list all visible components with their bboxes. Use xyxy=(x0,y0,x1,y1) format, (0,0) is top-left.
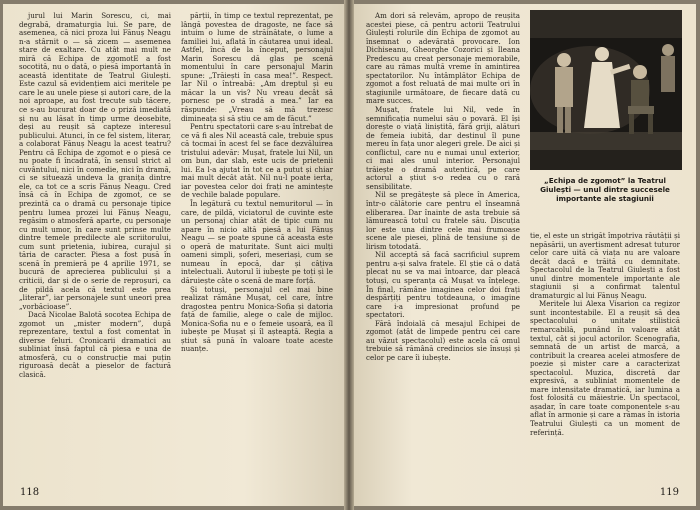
right-page-column-1 xyxy=(366,12,520,482)
paragraph: Meritele lui Alexa Visarion ca regizor sunt incontestabile. El a reușit să dea spectacolului o unitate stilistică remarcabilă, punând în valoare atât textul, cât și jocul actorilor. Scenografia, semnată de un artist de marcă, a contribuit la crearea acelei atmosfere de poezie și mister care a caracterizat spectacolul. Muzica, discretă dar expresivă, a subliniat momentele de mare intensitate dramatică, iar lumina a fost folosită cu măiestrie. Un spectacol, așadar, în care toate componentele s-au aflat în armonie și care a rămas în istoria Teatrului Giulești ca un moment de referință. xyxy=(530,299,680,437)
paragraph: În legătură cu textul nemuritorul — în care, de pildă, viciatorul de cuvinte este un personaj chiar atât de tipic cum nu apare în nicio altă piesă a lui Fănuș Neagu — se poate spune că aceasta este o operă de maturitate. Sunt aici mulți oameni simpli, șoferi, meseriași, cum se numeau în epocă, dar și câțiva intelectuali. Autorul îi iubește pe toți și le dăruiește câte o scenă de mare forță. xyxy=(181,199,333,285)
paragraph: Nil acceptă să facă sacrificiul suprem pentru a-și salva fratele. El știe că o dată plecat nu se va mai întoarce, dar pleacă totuși, cu speranța că Mușat va înțelege. În final, rămâne imaginea celor doi frați despărțiți pentru totdeauna, o imagine care i-a impresionat profund pe spectatori. xyxy=(366,250,520,320)
paragraph: tie, el este un strigăt împotriva răutății și nepăsării, un avertisment adresat tuturor celor care uită că viața nu are valoare decât dacă e trăită cu demnitate. Spectacolul de la Teatrul Giulești a fost unul dintre momentele importante ale stagiunii și a confirmat talentul dramaturgic al lui Fănuș Neagu. xyxy=(530,232,680,300)
paragraph: Mușat, fratele lui Nil, vede în semnificația numelui său o povară. El își dorește o viață liniștită, fără griji, alături de femeia iubită, dar destinul îl pune mereu în fața unor alegeri grele. De aici și conflictul, care nu e numai unul exterior, ci mai ales unul interior. Personajul trăiește o dramă autentică, pe care actorul a știut s-o redea cu o rară sensibilitate. xyxy=(366,105,520,191)
book-gutter xyxy=(344,0,354,510)
paragraph: Pentru spectatorii care s-au întrebat de ce vă fi ales Nil această cale, trebuie spus că tocmai în acest fel se face dezvăluirea tristului adevăr: Mușat, fratele lui Nil, un om bun, dar slab, este ucis de prietenii lui. Ea l-a ajutat în tot ce a putut și chiar mai mult decât atât. Nil nu-l poate ierta, iar povestea celor doi frați ne amintește de vechile balade populare. xyxy=(181,122,333,200)
paragraph: jurul lui Marin Sorescu, ci, mai degrabă, dramaturgia lui. Se pare, de asemenea, că nici proza lui Fănuș Neagu n-a stârnit o — să zicem — asemenea stare de exaltare. Cu atât mai mult ne miră că Echipa de zgomotE a fost socotită, nu o dată, o piesă importantă în această identitate de Teatrul Giulești. Este cazul să evidențiem aici meritele pe care le au unele piese și autori care, de la noi aproape, au fost trecute sub tăcere, ce s-au bucurat doar de o priză imediată și nu au lăsat în timp urme deosebite, deși au reușit să capteze interesul publicului. Atunci, în ce fel sistem, literar, a colaborat Fănuș Neagu la acest teatru? Pentru că Echipa de zgomot e o piesă ce nu poate fi încadrată, în sensul strict al cuvântului, nici în comedie, nici în dramă, ci se situează undeva la granița dintre ele, ca tot ce a scris Fănuș Neagu. Cred însă că în Echipa de zgomot, ce se prezintă ca o dramă cu personaje tipice pentru lumea prozei lui Fănuș Neagu, regăsim o atmosferă aparte, cu personaje cu mult umor, în care sunt prinse multe dintre temele predilecte ale scriitorului, cum sunt prietenia, iubirea, curajul și tăria de caracter. Piesa a fost pusă în scenă în premieră pe 4 aprilie 1971, se bucură de aprecierea publicului și a criticii, dar și de o serie de reproșuri, ca de pildă acela că textul este prea „literar”, iar personajele sunt uneori prea „vorbăcioase”. xyxy=(19,12,171,311)
paragraph: Dacă Nicolae Balotă socotea Echipa de zgomot un „mister modern”, după reprezentare, textul a fost comentat în diverse feluri. Cronicarii dramatici au subliniat însă faptul că piesa e una de atmosferă, cu o construcție mai puțin riguroasă decât a pieselor de factură clasică. xyxy=(19,310,171,379)
paragraph: Am dori să relevăm, apropo de reușita acestei piese, că pentru actorii Teatrului Giulești rolurile din Echipa de zgomot au însemnat o adevărată provocare. Ion Dichiseanu, Gheorghe Cozorici și Ileana Predescu au creat personaje memorabile, care au rămas multă vreme în amintirea spectatorilor. Nu întâmplător Echipa de zgomot a fost reluată de mai multe ori în stagiunile următoare, de fiecare dată cu mare succes. xyxy=(366,12,520,106)
left-page-column-2 xyxy=(181,12,333,482)
right-page xyxy=(350,4,696,506)
right-page-column-2 xyxy=(530,232,680,482)
left-page-column-1 xyxy=(19,12,171,482)
paragraph: Fără îndoială că mesajul Echipei de zgomot (atât de limpede pentru cei care au văzut spectacolul) este acela că omul trebuie să rămână credincios sie însuși și celor pe care îi iubește. xyxy=(366,318,520,362)
paragraph: părții, în timp ce textul reprezentat, pe lângă povestea de dragoste, ne face să intuim o lume de străinătate, o lume a familiei lui, aflată în căutarea unui ideal. Astfel, încă de la început, personajul Marin Sorescu dă glas pe scenă momentului în care personajul Marin spune: „Trăiești în casa mea!”. Respect. Iar Nil o întreabă: „Am dreptul și eu măcar la un vis? Nu vreau decât să pornesc pe o stradă a mea.” Iar ea răspunde: „Vreau să mă trezesc dimineața și să știu ce am de făcut.” xyxy=(181,12,333,123)
paragraph: Nil se pregătește să plece în America, într-o călătorie care pentru el înseamnă eliberarea. Dar înainte de asta trebuie să lămurească totul cu fratele său. Discuția lor este una dintre cele mai frumoase scene ale piesei, plină de tensiune și de lirism totodată. xyxy=(366,190,520,251)
left-page xyxy=(3,4,348,506)
paragraph: Și totuși, personajul cel mai bine realizat rămâne Mușat, cel care, între dragostea pentru Monica-Sofia și datoria față de familie, alege o cale de mijloc. Monica-Sofia nu e o femeie ușoară, ea îl iubește pe Mușat și îl așteaptă. Regia a știut să pună în valoare toate aceste nuanțe. xyxy=(181,284,333,354)
photo-caption: „Echipa de zgomot” la Teatrul Giulești — unul dintre succesele importante ale stagiunii xyxy=(540,176,670,203)
stage-photo xyxy=(530,10,682,170)
page-number-left: 118 xyxy=(20,487,40,498)
page-number-right: 119 xyxy=(659,487,679,498)
